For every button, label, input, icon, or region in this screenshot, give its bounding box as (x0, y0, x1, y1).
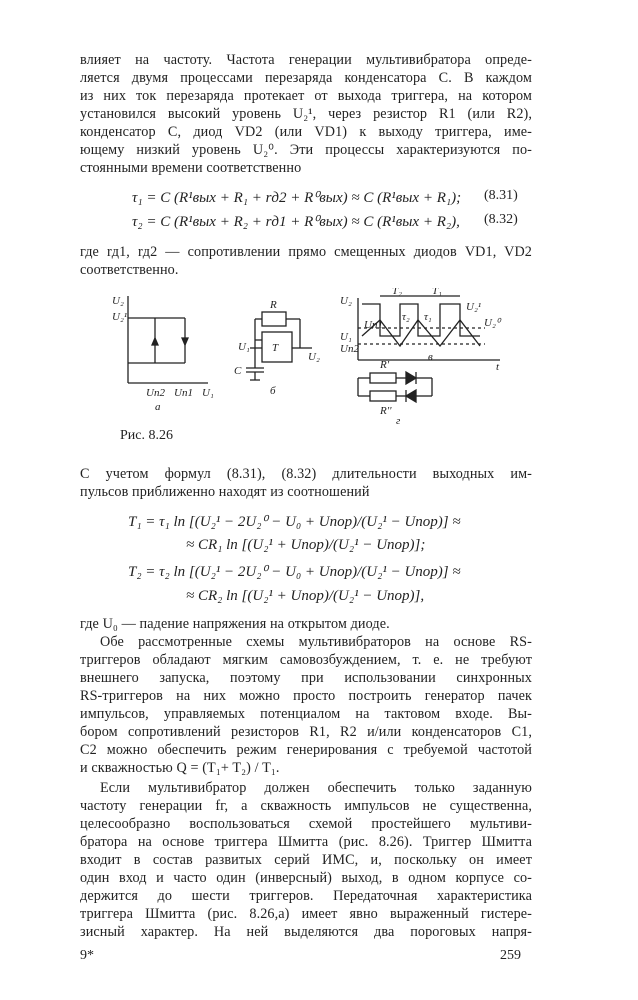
text-line: пульсов приближенно находят из соотношений (80, 484, 370, 500)
fig-label: U₂⁰ (484, 317, 501, 329)
text-line: целесообразно воспользоваться схемой простейшего мультиви- (80, 816, 532, 832)
fig-label: R' (380, 359, 390, 371)
fig-label: U₁ (202, 387, 214, 399)
fig-label: U₁ (238, 341, 250, 353)
fig-label: Uп2 (146, 387, 165, 399)
text-line: C2 можно обеспечить режим генерирования с требуемой частотой (80, 742, 532, 758)
fig-label: U₂ (112, 295, 124, 307)
fig-sublabel: г (396, 415, 401, 427)
fig-label: U₂¹ (112, 311, 128, 323)
fig-label: t (496, 361, 500, 373)
text-line: конденсатор C, диод VD2 (или VD1) к выходу триггера, име- (80, 124, 532, 140)
fig-label: T (272, 342, 279, 354)
equation-T1: T₁ = τ₁ ln [(U₂¹ − 2U₂⁰ − U₀ + Uпор)/(U₂¹ − Uпор)] ≈ (128, 514, 461, 530)
text-line: соответственно. (80, 262, 179, 278)
fig-label: U₂ (340, 295, 352, 307)
text-line: зисный характер. На ней выделяются два пороговых напря- (80, 924, 532, 940)
equation-number: (8.32) (484, 212, 518, 227)
text-line: братора на основе триггера Шмитта (рис. 8.26). Триггер Шмитта (80, 834, 532, 850)
fig-label: T₁ (432, 288, 442, 297)
equation-8-31: τ₁ = C (R¹вых + R₁ + rд2 + R⁰вых) ≈ C (R¹вых + R₁); (132, 190, 462, 206)
diode-resistor-network (358, 372, 432, 402)
text-line: и скважностью Q = (T₁+ T₂) / T₁. (80, 760, 280, 776)
text-line: RS-триггеров на них можно просто построить генератор пачек (80, 688, 532, 704)
fig-label: Uп1 (364, 319, 383, 331)
fig-label: C (234, 365, 242, 377)
page-number: 259 (500, 948, 521, 963)
equation-number: (8.31) (484, 188, 518, 203)
figure-8-26 (0, 288, 638, 428)
text-line: стоянными времени соответственно (80, 160, 302, 176)
schmitt-trigger-schematic (246, 312, 312, 380)
text-line: С учетом формул (8.31), (8.32) длительности выходных им- (80, 466, 532, 482)
fig-sublabel: б (270, 385, 276, 397)
equation-8-32: τ₂ = C (R¹вых + R₂ + rд1 + R⁰вых) ≈ C (R¹вых + R₂), (132, 214, 460, 230)
fig-sublabel: в (428, 351, 433, 363)
text-line: Обе рассмотренные схемы мультивибраторов на основе RS- (100, 634, 532, 650)
text-line: триггера Шмитта (рис. 8.26,а) имеет явно выраженный гистере- (80, 906, 532, 922)
fig-label: R (270, 299, 277, 311)
fig-label: U₁ (340, 331, 352, 343)
text-line: входит в состав развитых серий ИМС, и, поскольку он имеет (80, 852, 532, 868)
equation-T1-cont: ≈ CR₁ ln [(U₂¹ + Uпор)/(U₂¹ − Uпор)]; (186, 537, 426, 553)
fig-label: R'' (380, 405, 392, 417)
fig-label: U₂ (308, 351, 320, 363)
fig-label: Uп2 (340, 343, 359, 355)
fig-label: U₂¹ (466, 301, 482, 313)
fig-label: τ₂ (402, 311, 410, 323)
fig-label: τ₁ (424, 311, 432, 323)
hysteresis-characteristic (128, 296, 208, 383)
text-line: один вход и часто один (инверсный) выход, в одном корпусе со- (80, 870, 532, 886)
text-line: установился высокий уровень U₂¹, через резистор R1 (или R2), (80, 106, 532, 122)
signature-mark: 9* (80, 948, 94, 963)
fig-label: T₂ (392, 288, 402, 297)
equation-T2-cont: ≈ CR₂ ln [(U₂¹ + Uпор)/(U₂¹ − Uпор)], (186, 588, 425, 604)
text-line: где U₀ — падение напряжения на открытом диоде. (80, 616, 390, 632)
text-line: из них ток перезаряда протекает от выхода триггера, на котором (80, 88, 532, 104)
text-line: внешнего запуска, поэтому при использовании синхронных (80, 670, 532, 686)
text-line: импульсов, управляемых потенциалом на тактовом входе. Вы- (80, 706, 532, 722)
text-line: ляется двумя процессами перезаряда конденсатора C. В каждом (80, 70, 532, 86)
fig-label: Uп1 (174, 387, 193, 399)
text-line: ющему низкий уровень U₂⁰. Эти процессы характеризуются по- (80, 142, 532, 158)
text-line: Если мультивибратор должен обеспечить только заданную (100, 780, 532, 796)
text-line: где rд1, rд2 — сопротивлении прямо смещенных диодов VD1, VD2 (80, 244, 532, 260)
fig-sublabel: а (155, 401, 161, 413)
text-line: бором сопротивлений резисторов R1, R2 и/или конденсаторов C1, (80, 724, 532, 740)
text-line: влияет на частоту. Частота генерации мультивибратора опреде- (80, 52, 532, 68)
figure-caption: Рис. 8.26 (120, 428, 173, 443)
text-line: частоту генерации fг, а скважность импульсов не существенна, (80, 798, 532, 814)
equation-T2: T₂ = τ₂ ln [(U₂¹ − 2U₂⁰ − U₀ + Uпор)/(U₂¹ − Uпор)] ≈ (128, 564, 461, 580)
text-line: держится до шести триггеров. Передаточная характеристика (80, 888, 532, 904)
text-line: триггеров обладают мягким самовозбуждением, т. е. не требуют (80, 652, 532, 668)
